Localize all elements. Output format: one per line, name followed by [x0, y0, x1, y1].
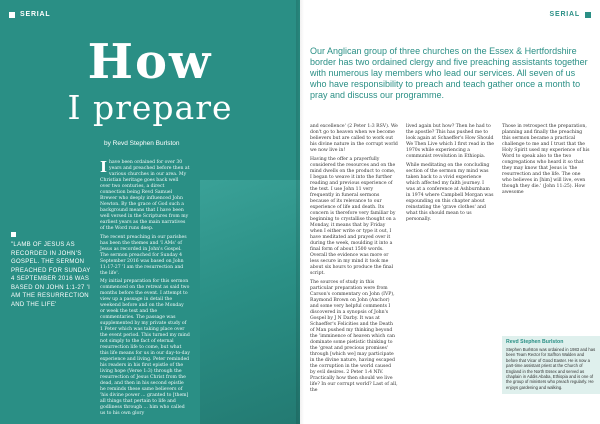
- square-icon: [585, 12, 591, 18]
- left-body-text-2: [100, 279, 190, 420]
- byline: by Revd Stephen Burlston: [104, 140, 180, 147]
- body-paragraph: The sources of study in this particular preparation were from Carson's commentary on John (IVP), Raymond Brown on John (Anchor) and some very helpful comments I discovered in a synopsis of John's Gospel by J N Darby. It was at Schaeffer's Felicities and the Death of Man pushed my thinking beyond the 'imminence of heaven which can dominate some pietistic thinking to the 'great and precious promises' through [which we] may participate in the divine nature, having escaped the corruption in the world caused by evil desires. 2 Peter 1:4 NIV. Practically how then should we live life? In our corrupt world? Last of all, the: [310, 280, 398, 393]
- author-photo-panel: [200, 180, 300, 424]
- body-paragraph: lived again but how? Then he had to the apostle? This has pushed me to look again at Schaeffer's How Should We Then Live which I first read in the 1970s while experiencing a communist revolution in Ethiopia.: [406, 124, 494, 159]
- body-paragraph: Those in retrospect the preparation, planning and finally the preaching this sermon became a practical challenge to me and I trust that the Holy Spirit used my experience of his Word to speak also to the two congregations who heard it so that they may know that Jesus is 'the resurrection and the life. The one who believes in [him] will live, even though they die.' (John 11:25). How awesome: [502, 124, 590, 195]
- left-paragraph-1-text: have been ordained for over 30 years and preached before then at various churches in our area. My Christian heritage goes back well over two centuries, a direct connection being Revd Samuel Brewer who deeply influenced John Newton. By the grace of God such a background means that I have been well versed in the Scriptures from my earliest years as the main narratives of the Word runs deep.: [100, 160, 190, 231]
- pull-quote: "LAMB OF JESUS AS RECORDED IN JOHN'S GOSPEL. THE SERMON PREACHED FOR SUNDAY 4 SEPTEMBER 2016 WAS BASED ON JOHN 1:1-27 'I AM THE RESURRECTION AND THE LIFE': [11, 232, 91, 309]
- body-paragraph: While meditating on the concluding section of the sermon my mind was taken back to a vivid experience which affected my faith journey. I was at a conference at Ashburnham in 1974 where Campbell Morgan was expounding on this chapter about reinstating the 'grave clothes' and what this should mean to us personally.: [406, 163, 494, 222]
- body-column-3: [502, 124, 590, 199]
- body-paragraph: Having the offer a prayerfully considered the resources and on the mind dwells on the product to come, I began to weave it into the further reading and previous experience of the text. I use John 11 very frequently in funeral sermons because of its relevance to our experience of life and death. Its concern is therefore very familiar by beginning to crystallise thought on a Monday, it means that by Friday when I either write or type it out, I have meditated and prayed over it during the week, moulding it into a final form of about 1500 words. Overall the evidence was more or less secure in my mind it took me about six hours to produce the final script.: [310, 157, 396, 276]
- left-paragraph-1: [100, 160, 190, 232]
- drop-cap: I: [100, 158, 108, 176]
- bio-text: Stephen Burlston was ordained in 1983 and has been Team Rector for Saffron Walden and before that Vicar of Good Easter. He is now a part-time assistant priest at the Church of England in the North Essex and served as chaplain in Addis Ababa, Ethiopia and is one of the group of ministers who preach regularly. He enjoys gardening and walking.: [506, 347, 596, 390]
- headline-line2: I prepare: [67, 88, 233, 127]
- body-column-1: [310, 124, 398, 397]
- square-icon: [9, 12, 15, 18]
- section-tag-left: [9, 11, 50, 18]
- left-paragraph-2: The recent preaching in our parishes has been the themes and 'I AMs' of Jesus as recorded in John's Gospel. The sermon preached for Sunday 4 September 2016 was based on John 11:17-27 'I am the resurrection and the life'.: [100, 235, 187, 276]
- bio-title: Revd Stephen Burlston: [506, 339, 564, 345]
- right-page: [300, 0, 600, 424]
- headline-line1: How: [87, 34, 213, 90]
- standfirst: Our Anglican group of three churches on the Essex & Hertfordshire border has two ordained clergy and five preaching assistants together with numerous lay members who lead our services. All seven of us who have responsibility to preach and teach gather once a month to pray and discuss our programme.: [310, 46, 588, 100]
- section-tag-right: [550, 11, 591, 18]
- body-paragraph: and excellence' (2 Peter 1:3 RSV). We don't go to heaven when we become believers but are called to work out his divine nature in the corrupt world we now live in!: [310, 124, 398, 153]
- left-body-text: [100, 160, 190, 280]
- section-label: SERIAL: [20, 11, 51, 18]
- section-label: SERIAL: [549, 11, 580, 18]
- left-paragraph-3: My initial preparation for this sermon commenced on the retreat as said two months before the event. I attempt to view up a passage in detail the weekend before and on the Monday or week the text and the commentaries. The passage was supplemented by my private study of 1 Peter which was taking place over the event period. This turned my mind not simply to the fact of eternal resurrection life to come, but what this life means for us in our day-to-day experience and living. Peter reminded his readers in his first epistle of the living hope (Verse 1:3) through the resurrection of Jesus Christ from the dead, and then in his second epistle he reminds these same believers of 'his divine power ... granted to [them] all things that pertain to life and godliness through ... him who called us to his own glory: [100, 279, 190, 416]
- author-bio-box: [502, 336, 600, 394]
- body-column-2: [406, 124, 494, 226]
